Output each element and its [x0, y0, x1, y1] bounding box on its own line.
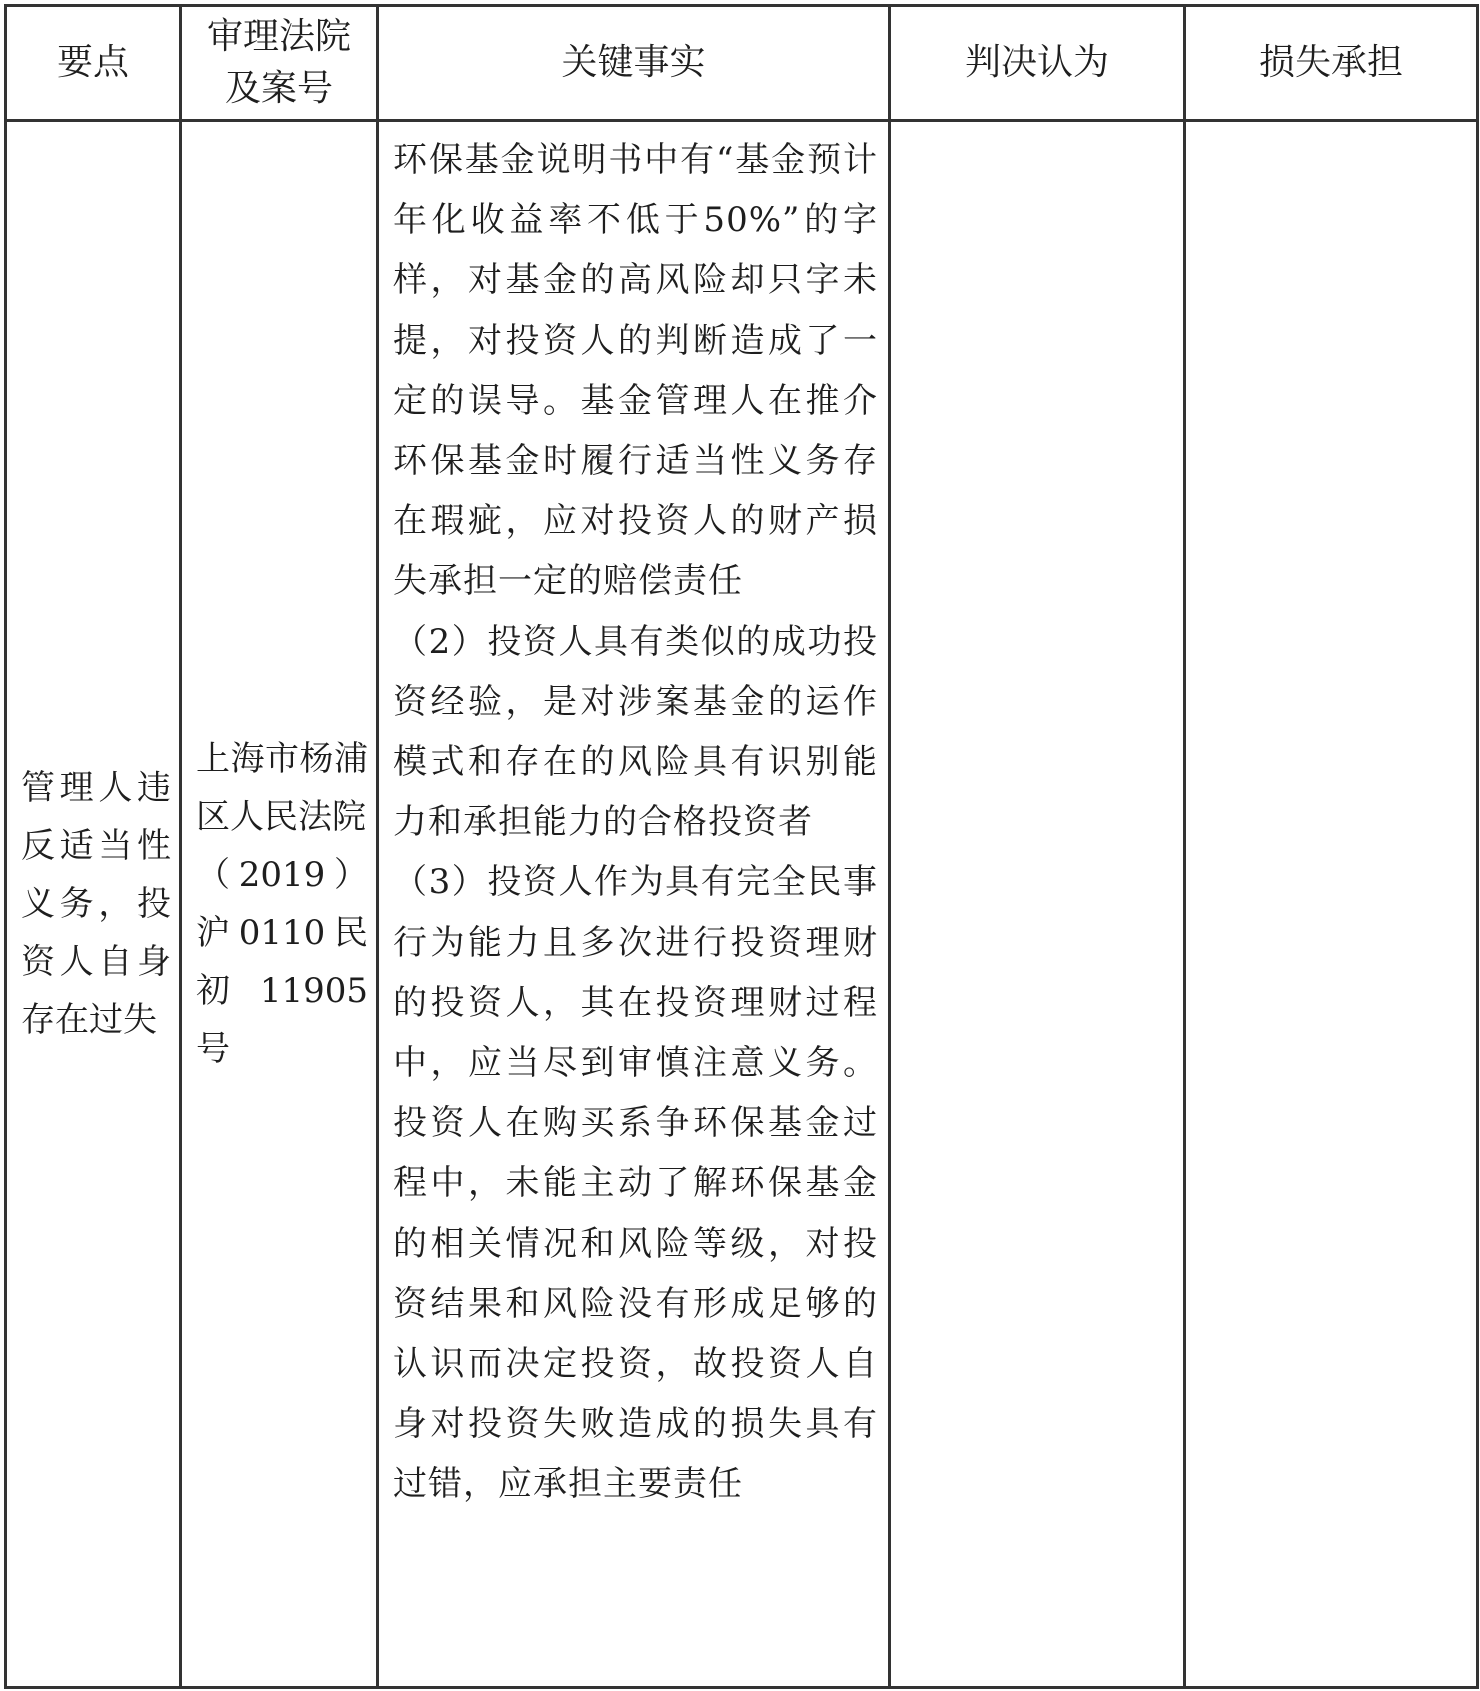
table-row [6, 121, 1478, 1688]
cell-key-point: 管理人违反适当性义务，投资人自身存在过失 [6, 121, 181, 1688]
header-court-label: 审理法院及案号 [206, 16, 351, 109]
header-key-facts: 关键事实 [378, 6, 890, 121]
cell-court [181, 121, 378, 1688]
header-loss: 损失承担 [1185, 6, 1478, 121]
cell-key-facts [378, 121, 890, 1688]
table-header-row [6, 6, 1478, 121]
fact-paragraph-2: （2）投资人具有类似的成功投资经验，是对涉案基金的运作模式和存在的风险具有识别能力和承担能力的合格投资者 [393, 621, 878, 843]
cell-loss [1185, 121, 1478, 1688]
header-judgment: 判决认为 [890, 6, 1185, 121]
fact-paragraph-1: 环保基金说明书中有“基金预计年化收益率不低于50%”的字样，对基金的高风险却只字未提，对投资人的判断造成了一定的误导。基金管理人在推介环保基金时履行适当性义务存在瑕疵，应对投资人的财产损失承担一定的赔偿责任 [393, 140, 878, 602]
fact-paragraph-3: （3）投资人作为具有完全民事行为能力且多次进行投资理财的投资人，其在投资理财过程中，应当尽到审慎注意义务。投资人在购买系争环保基金过程中，未能主动了解环保基金的相关情况和风险等级，对投资结果和风险没有形成足够的认识而决定投资，故投资人自身对投资失败造成的损失具有过错，应承担主要责任 [393, 862, 878, 1505]
court-name: 上海市杨浦区人民法院 [196, 739, 368, 837]
case-table [4, 4, 1479, 1689]
case-number: （2019）沪0110民初11905号 [196, 855, 368, 1069]
header-court [181, 6, 378, 121]
cell-judgment [890, 121, 1185, 1688]
header-key-point: 要点 [6, 6, 181, 121]
